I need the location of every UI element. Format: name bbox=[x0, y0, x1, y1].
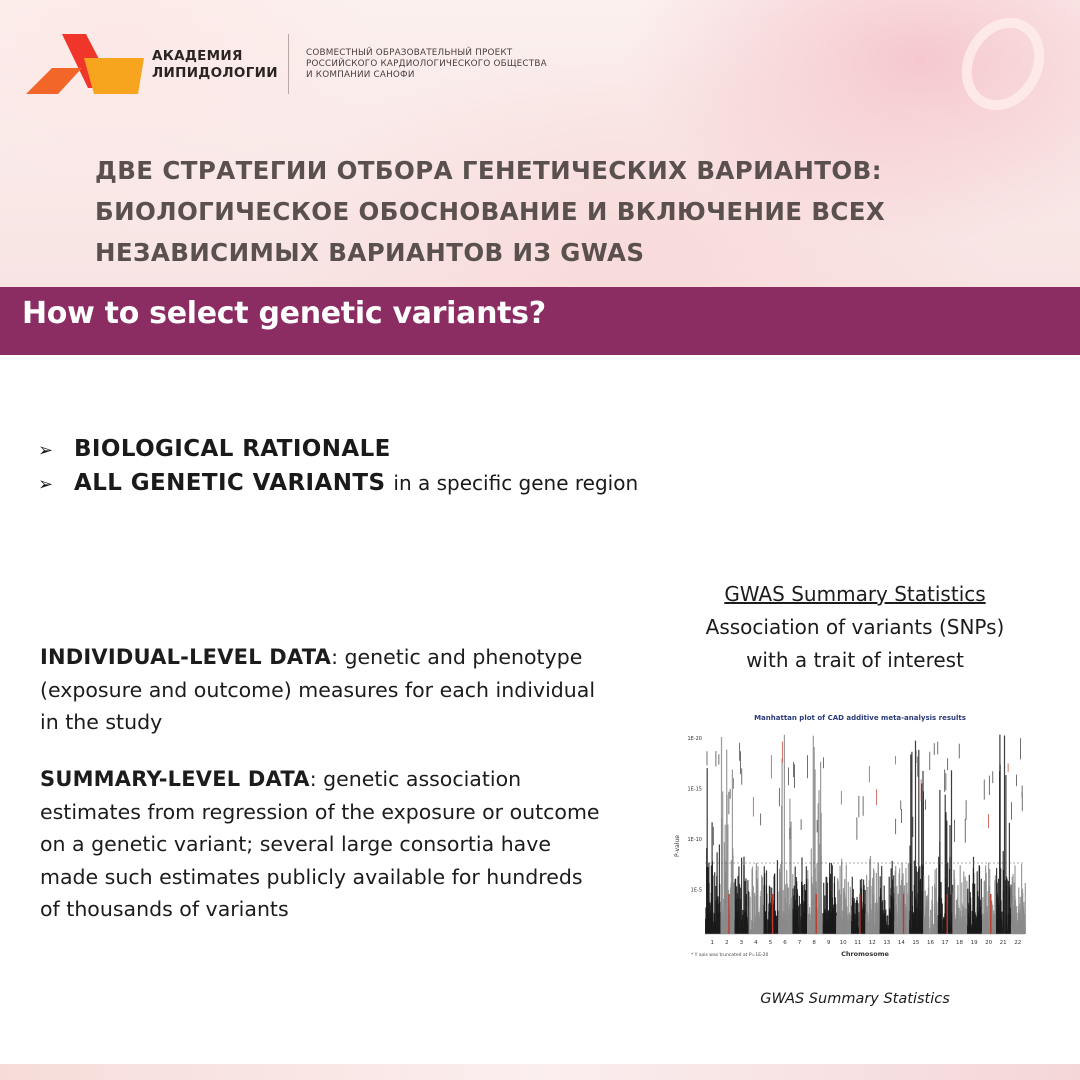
snp-point bbox=[994, 924, 995, 934]
x-tick-label: 20 bbox=[985, 940, 993, 946]
snp-point bbox=[1007, 879, 1008, 934]
logo-divider bbox=[288, 34, 289, 94]
snp-point bbox=[732, 874, 733, 935]
snp-point bbox=[912, 912, 913, 934]
snp-point bbox=[803, 885, 804, 934]
snp-point bbox=[786, 915, 787, 934]
snp-point bbox=[740, 920, 741, 934]
snp-point bbox=[789, 799, 790, 934]
x-tick-label: 9 bbox=[826, 940, 831, 946]
snp-point bbox=[899, 868, 900, 934]
snp-point bbox=[873, 927, 874, 934]
page-title-line3: НЕЗАВИСИМЫХ ВАРИАНТОВ ИЗ GWAS bbox=[95, 238, 645, 267]
snp-point bbox=[705, 920, 706, 934]
bullet-list bbox=[38, 436, 638, 504]
snp-point bbox=[757, 901, 758, 934]
x-tick-label: 2 bbox=[725, 940, 729, 946]
manhattan-plot bbox=[675, 708, 1045, 968]
x-tick-label: 11 bbox=[854, 940, 862, 946]
snp-point bbox=[958, 907, 959, 934]
snp-point bbox=[717, 899, 718, 934]
snp-point bbox=[727, 930, 728, 934]
snp-point bbox=[930, 910, 931, 934]
snp-point bbox=[733, 883, 734, 934]
snp-point bbox=[928, 916, 929, 934]
page-title-line2: БИОЛОГИЧЕСКОЕ ОБОСНОВАНИЕ И ВКЛЮЧЕНИЕ ВСЕХ bbox=[95, 197, 886, 226]
snp-point bbox=[944, 918, 945, 934]
snp-point bbox=[950, 928, 951, 934]
x-tick-label: 13 bbox=[883, 940, 891, 946]
snp-point bbox=[782, 758, 783, 934]
arrow-bullet-icon: ➢ bbox=[38, 474, 54, 495]
bullet-strong: BIOLOGICAL RATIONALE bbox=[74, 436, 391, 462]
header-area bbox=[0, 0, 1080, 287]
snp-point bbox=[941, 922, 942, 934]
snp-point bbox=[1008, 914, 1009, 934]
plot-points bbox=[705, 735, 1026, 934]
snp-point bbox=[882, 921, 883, 934]
x-tick-label: 17 bbox=[941, 940, 949, 946]
snp-point bbox=[834, 876, 835, 934]
bullet-strong: ALL GENETIC VARIANTS bbox=[74, 470, 386, 496]
snp-point bbox=[1014, 928, 1015, 934]
snp-point bbox=[992, 930, 993, 934]
x-tick-label: 3 bbox=[739, 940, 744, 946]
snp-point bbox=[1011, 926, 1012, 934]
snp-point bbox=[913, 914, 914, 935]
bottom-band bbox=[0, 1064, 1080, 1080]
snp-point bbox=[891, 928, 892, 934]
individual-level-paragraph bbox=[40, 641, 600, 739]
snp-point bbox=[785, 884, 786, 934]
snp-point bbox=[981, 879, 982, 934]
partner-text bbox=[306, 48, 547, 81]
snp-point bbox=[726, 795, 727, 934]
snp-point bbox=[892, 930, 893, 934]
snp-point bbox=[852, 877, 853, 934]
summary-level-text: : genetic association estimates from regression of the exposure or outcome on a genetic variant; several large consortia have made such estimates publicly available for hundreds of thousands of variants bbox=[40, 767, 600, 921]
snp-point bbox=[781, 911, 782, 934]
snp-point bbox=[921, 914, 922, 934]
x-tick-label: 21 bbox=[999, 940, 1007, 946]
snp-point bbox=[858, 927, 859, 935]
y-ticks bbox=[687, 736, 702, 894]
academy-logo-icon bbox=[26, 32, 146, 96]
bullet-item bbox=[38, 470, 638, 504]
snp-point bbox=[768, 919, 769, 934]
snp-point bbox=[778, 920, 779, 934]
snp-point bbox=[752, 867, 753, 934]
snp-point bbox=[953, 925, 954, 935]
snp-point bbox=[897, 926, 898, 934]
snp-point bbox=[924, 917, 925, 934]
snp-point bbox=[938, 915, 939, 934]
x-tick-label: 7 bbox=[797, 940, 802, 946]
snp-point bbox=[976, 918, 977, 934]
snp-point bbox=[1003, 891, 1004, 934]
snp-point bbox=[1000, 900, 1001, 934]
y-tick-label: 1E-15 bbox=[687, 786, 702, 793]
y-axis-label: P-value bbox=[674, 835, 681, 857]
gene-labels bbox=[707, 738, 1022, 845]
individual-level-label: INDIVIDUAL-LEVEL DATA bbox=[40, 645, 332, 669]
gwas-heading bbox=[640, 578, 1070, 677]
x-tick-label: 16 bbox=[926, 940, 934, 946]
snp-point bbox=[723, 927, 724, 934]
snp-point bbox=[822, 913, 823, 934]
decorative-ring bbox=[946, 3, 1060, 124]
x-tick-label: 15 bbox=[912, 940, 920, 946]
snp-highlight bbox=[772, 894, 773, 934]
snp-point bbox=[869, 929, 870, 934]
x-axis-label: Chromosome bbox=[841, 950, 889, 958]
summary-level-paragraph bbox=[40, 763, 600, 926]
gwas-heading-line1: GWAS Summary Statistics bbox=[724, 582, 986, 606]
snp-point bbox=[761, 915, 762, 934]
snp-point bbox=[889, 908, 890, 934]
x-tick-label: 18 bbox=[956, 940, 964, 946]
snp-point bbox=[743, 928, 744, 934]
snp-point bbox=[844, 895, 845, 934]
snp-point bbox=[833, 928, 834, 935]
snp-point bbox=[796, 918, 797, 935]
snp-point bbox=[801, 917, 802, 935]
snp-point bbox=[978, 896, 979, 934]
brand-name bbox=[152, 48, 278, 82]
snp-point bbox=[838, 903, 839, 935]
snp-point bbox=[895, 897, 896, 934]
plot-footnote: * Y axis was truncated at P=1E-20 bbox=[691, 953, 769, 958]
slide-banner bbox=[0, 287, 1080, 355]
snp-highlight bbox=[728, 894, 729, 934]
snp-point bbox=[842, 930, 843, 934]
gwas-heading-line2: Association of variants (SNPs) bbox=[705, 615, 1005, 639]
individual-level-text: : genetic and phenotype (exposure and outcome) measures for each individual in the study bbox=[40, 645, 596, 734]
snp-point bbox=[753, 930, 754, 934]
snp-point bbox=[949, 921, 950, 934]
snp-point bbox=[883, 918, 884, 934]
snp-point bbox=[861, 888, 862, 935]
snp-point bbox=[877, 903, 878, 934]
x-tick-label: 12 bbox=[868, 940, 876, 946]
brand-name-line1: АКАДЕМИЯ bbox=[152, 48, 243, 64]
snp-point bbox=[721, 737, 722, 934]
snp-point bbox=[970, 917, 971, 934]
snp-point bbox=[996, 919, 997, 934]
x-tick-label: 1 bbox=[710, 940, 715, 946]
x-tick-label: 8 bbox=[812, 940, 816, 946]
snp-highlight bbox=[990, 894, 991, 934]
snp-point bbox=[826, 913, 827, 934]
snp-point bbox=[959, 929, 960, 934]
snp-point bbox=[794, 905, 795, 935]
snp-point bbox=[820, 762, 821, 934]
snp-point bbox=[847, 920, 848, 934]
snp-point bbox=[735, 879, 736, 934]
snp-point bbox=[827, 923, 828, 934]
snp-point bbox=[962, 930, 963, 935]
gwas-heading-line3: with a trait of interest bbox=[746, 648, 964, 672]
snp-point bbox=[750, 929, 751, 934]
snp-point bbox=[998, 904, 999, 934]
snp-point bbox=[790, 914, 791, 934]
summary-level-label: SUMMARY-LEVEL DATA bbox=[40, 767, 310, 791]
snp-point bbox=[906, 907, 907, 934]
snp-point bbox=[1022, 913, 1023, 935]
snp-point bbox=[934, 925, 935, 934]
snp-highlight bbox=[816, 894, 817, 934]
snp-point bbox=[974, 924, 975, 934]
bullet-item bbox=[38, 436, 638, 470]
snp-point bbox=[713, 922, 714, 935]
snp-point bbox=[745, 881, 746, 934]
snp-point bbox=[951, 770, 952, 934]
snp-point bbox=[932, 886, 933, 934]
snp-point bbox=[725, 879, 726, 934]
snp-point bbox=[848, 919, 849, 934]
snp-point bbox=[711, 866, 712, 935]
partner-line1: СОВМЕСТНЫЙ ОБРАЗОВАТЕЛЬНЫЙ ПРОЕКТ bbox=[306, 48, 513, 58]
snp-point bbox=[936, 912, 937, 935]
snp-point bbox=[1005, 880, 1006, 934]
y-tick-label: 1E-10 bbox=[687, 837, 702, 843]
snp-point bbox=[967, 889, 968, 934]
x-tick-label: 4 bbox=[754, 940, 758, 946]
snp-highlight bbox=[903, 894, 904, 934]
page-title-line1: ДВЕ СТРАТЕГИИ ОТБОРА ГЕНЕТИЧЕСКИХ ВАРИАНТОВ: bbox=[95, 156, 882, 185]
partner-line2: РОССИЙСКОГО КАРДИОЛОГИЧЕСКОГО ОБЩЕСТВА bbox=[306, 59, 547, 69]
snp-point bbox=[920, 879, 921, 934]
x-tick-label: 22 bbox=[1014, 940, 1022, 946]
snp-point bbox=[901, 921, 902, 934]
snp-point bbox=[716, 917, 717, 934]
arrow-bullet-icon: ➢ bbox=[38, 440, 54, 461]
snp-point bbox=[1024, 930, 1025, 934]
snp-point bbox=[927, 902, 928, 934]
y-tick-label: 1E-5 bbox=[690, 887, 702, 894]
x-tick-label: 14 bbox=[897, 940, 905, 946]
snp-point bbox=[808, 920, 809, 934]
snp-point bbox=[916, 908, 917, 934]
snp-point bbox=[840, 895, 841, 935]
plot-title: Manhattan plot of CAD additive meta-analysis results bbox=[754, 714, 966, 722]
snp-point bbox=[867, 920, 868, 934]
snp-point bbox=[984, 917, 985, 935]
snp-point bbox=[964, 926, 965, 934]
snp-point bbox=[956, 926, 957, 934]
snp-point bbox=[919, 882, 920, 934]
x-tick-label: 6 bbox=[783, 940, 787, 946]
snp-point bbox=[719, 914, 720, 934]
snp-point bbox=[813, 887, 814, 934]
slide-banner-title: How to select genetic variants? bbox=[22, 296, 546, 331]
snp-point bbox=[736, 914, 737, 934]
snp-point bbox=[985, 906, 986, 934]
snp-highlight bbox=[859, 894, 860, 934]
snp-point bbox=[797, 893, 798, 934]
snp-point bbox=[975, 922, 976, 934]
snp-point bbox=[856, 909, 857, 934]
snp-point bbox=[954, 879, 955, 934]
snp-point bbox=[760, 896, 761, 934]
snp-point bbox=[783, 890, 784, 934]
snp-point bbox=[829, 919, 830, 935]
snp-point bbox=[830, 891, 831, 934]
x-ticks bbox=[711, 940, 1022, 946]
snp-point bbox=[764, 885, 765, 934]
snp-point bbox=[885, 924, 886, 934]
snp-point bbox=[880, 922, 881, 934]
snp-point bbox=[742, 920, 743, 934]
partner-line3: И КОМПАНИИ САНОФИ bbox=[306, 70, 415, 80]
snp-point bbox=[1018, 906, 1019, 934]
snp-point bbox=[876, 908, 877, 934]
snp-point bbox=[982, 917, 983, 934]
snp-point bbox=[821, 914, 822, 934]
plot-caption: GWAS Summary Statistics bbox=[760, 991, 950, 1007]
snp-point bbox=[999, 929, 1000, 934]
snp-point bbox=[973, 912, 974, 934]
snp-point bbox=[1020, 910, 1021, 934]
snp-point bbox=[921, 784, 922, 935]
snp-point bbox=[774, 924, 775, 934]
snp-point bbox=[865, 914, 866, 934]
snp-point bbox=[849, 915, 850, 935]
snp-point bbox=[863, 916, 864, 934]
snp-point bbox=[871, 886, 872, 934]
snp-point bbox=[766, 870, 767, 934]
snp-point bbox=[769, 886, 770, 934]
snp-point bbox=[910, 863, 911, 934]
x-tick-label: 19 bbox=[970, 940, 978, 946]
snp-point bbox=[707, 900, 708, 934]
snp-point bbox=[811, 918, 812, 934]
snp-highlight bbox=[947, 894, 948, 934]
snp-point bbox=[798, 907, 799, 934]
snp-point bbox=[730, 888, 731, 935]
x-tick-label: 5 bbox=[768, 940, 773, 946]
y-tick-label: 1E-20 bbox=[687, 736, 702, 742]
snp-point bbox=[942, 930, 943, 935]
snp-point bbox=[709, 920, 710, 934]
snp-point bbox=[818, 896, 819, 934]
snp-point bbox=[1012, 916, 1013, 934]
page-title bbox=[95, 150, 1045, 273]
brand-name-line2: ЛИПИДОЛОГИИ bbox=[152, 65, 278, 81]
bullet-rest: in a specific gene region bbox=[393, 471, 639, 495]
snp-point bbox=[746, 922, 747, 934]
x-tick-label: 10 bbox=[839, 940, 847, 946]
